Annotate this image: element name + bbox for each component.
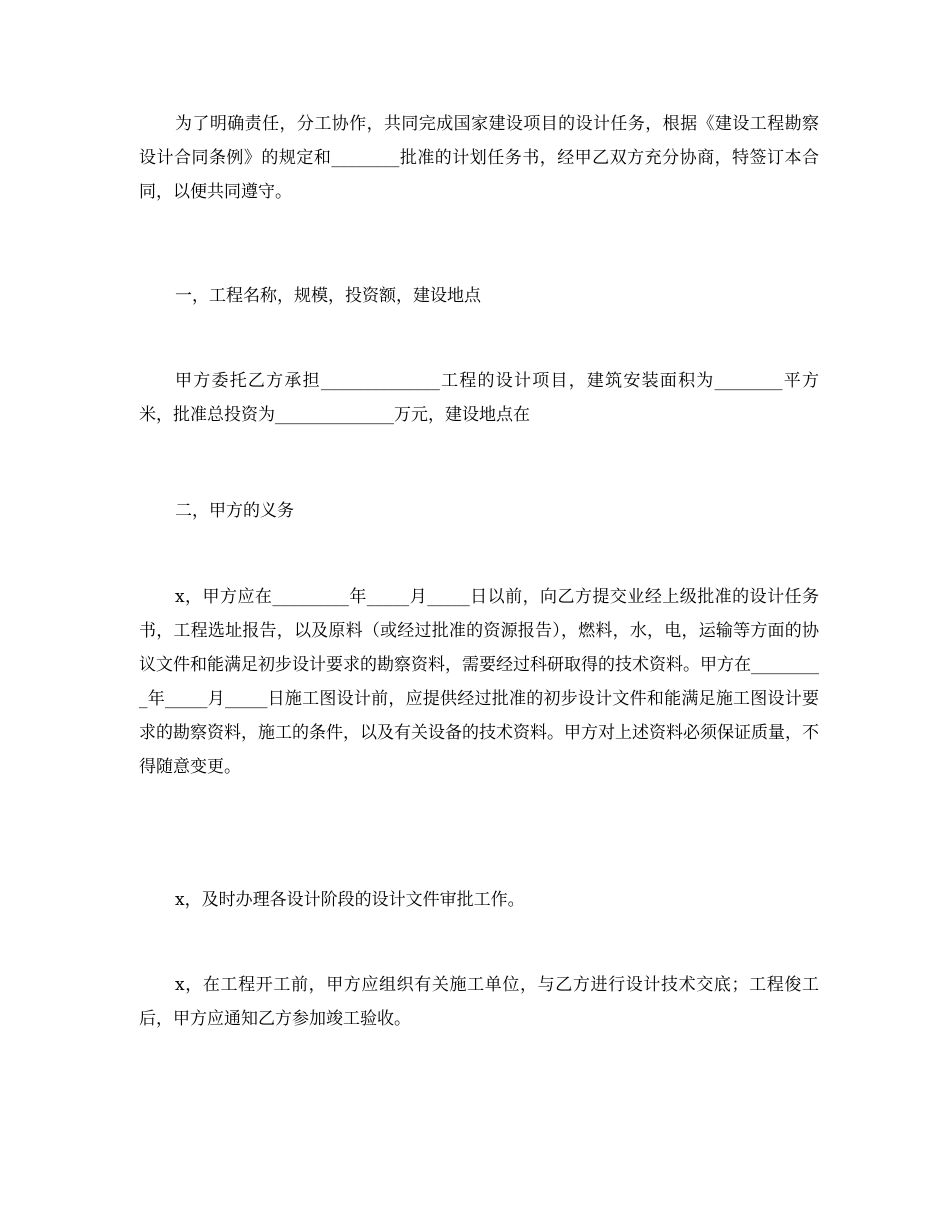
clause-1-paragraph: x，甲方应在_________年_____月_____日以前，向乙方提交业经上级批准的设计任务书，工程选址报告，以及原料（或经过批准的资源报告），燃料，水，电，运输等方面的协议文件和能满足初步设计要求的勘察资料，需要经过科研取得的技术资料。甲方在_________年_____月_____日施工图设计前，应提供经过批准的初步设计文件和能满足施工图设计要求的勘察资料，施工的条件，以及有关设备的技术资料。甲方对上述资料必须保证质量，不得随意变更。	[139, 587, 819, 777]
section-1-body: 甲方委托乙方承担______________工程的设计项目，建筑安装面积为________平方米，批准总投资为______________万元，建设地点在	[139, 371, 819, 425]
clause-3-paragraph: x，在工程开工前，甲方应组织有关施工单位，与乙方进行设计技术交底；工程俊工后，甲方应通知乙方参加竣工验收。	[139, 975, 819, 1029]
clause-2-paragraph: x，及时办理各设计阶段的设计文件审批工作。	[175, 890, 525, 910]
intro-paragraph: 为了明确责任，分工协作，共同完成国家建设项目的设计任务，根据《建设工程勘察设计合同条例》的规定和________批准的计划任务书，经甲乙双方充分协商，特签订本合同，以便共同遵守。	[139, 114, 819, 202]
section-1-heading: 一，工程名称，规模，投资额，建设地点	[175, 286, 481, 306]
section-2-heading: 二，甲方的义务	[175, 501, 294, 521]
